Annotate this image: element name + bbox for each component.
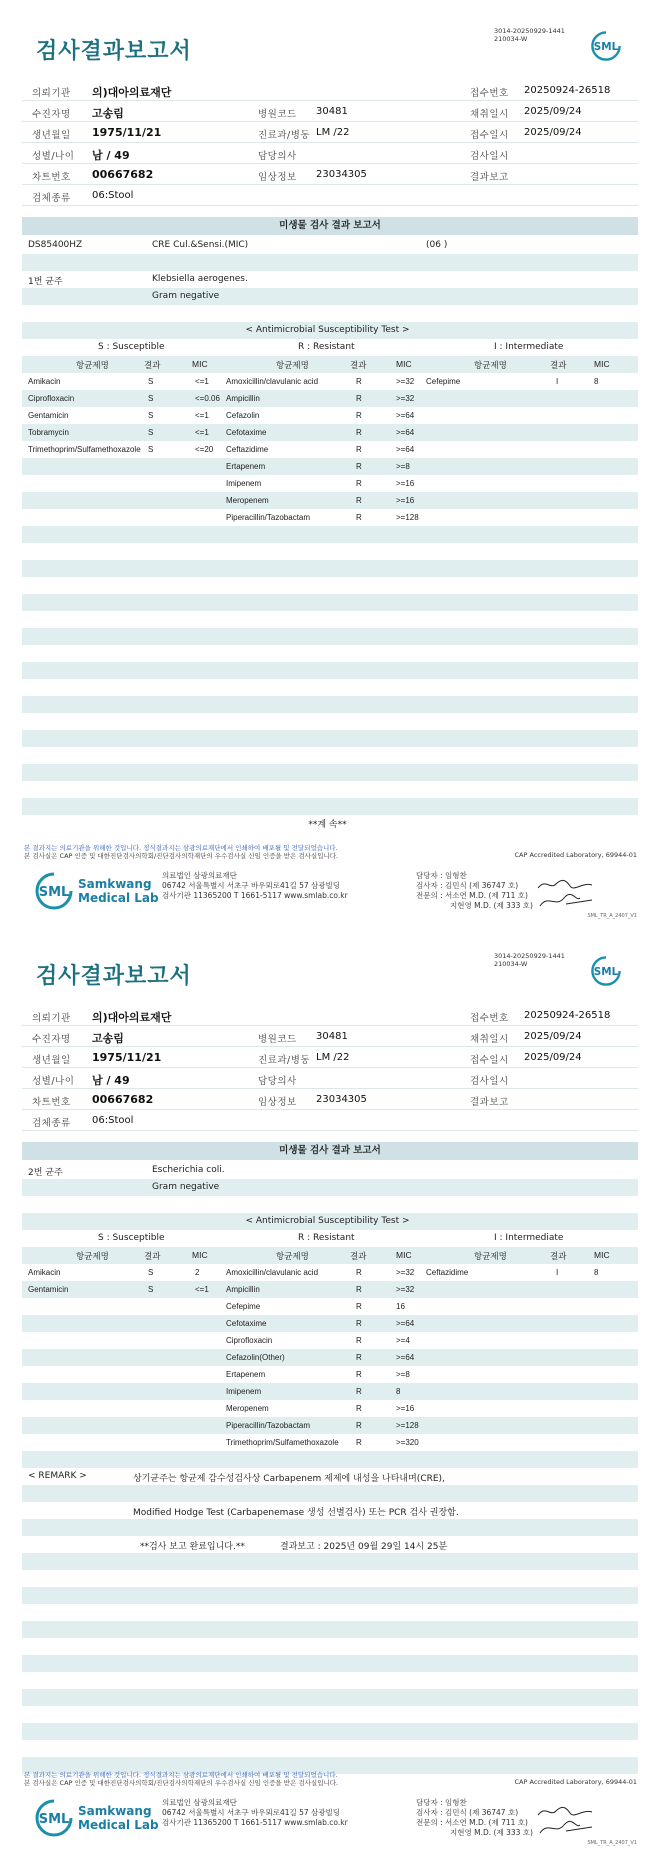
section-title: 미생물 검사 결과 보고서 (22, 217, 638, 235)
mic-value: >=64 (396, 445, 415, 454)
row-band (22, 458, 638, 475)
info-dob: 1975/11/21 (92, 126, 162, 139)
info-dob-label: 생년월일 (32, 130, 71, 141)
susceptibility-result: R (356, 377, 362, 386)
mic-value: >=128 (396, 513, 419, 522)
organism-name: Klebsiella aerogenes. (152, 274, 248, 284)
info-hospital-code: 30481 (316, 106, 348, 117)
row-band (22, 1417, 638, 1434)
row-band (22, 288, 638, 305)
mic-value: <=1 (195, 1285, 209, 1294)
row-band (22, 1621, 638, 1638)
info-doctor-label: 담당의사 (258, 1076, 297, 1087)
document-id-line: 3014-20250929-1441 (494, 27, 565, 35)
legend-item: R : Resistant (298, 342, 355, 352)
info-receipt-no: 20250924-26518 (524, 1010, 611, 1021)
row-band (22, 526, 638, 543)
info-sexage-label: 성별/나이 (32, 151, 75, 162)
info-collect-label: 채취일시 (470, 1034, 509, 1045)
info-receipt-no-label: 접수번호 (470, 1013, 509, 1024)
footer-note: 본 결과지는 의료기관을 위해한 것입니다. 정식결과지는 삼광의료재단에서 인쇄하여 배포될 및 전달되었습니다. (24, 1771, 338, 1779)
info-chart-no: 00667682 (92, 1093, 154, 1106)
document-id (494, 27, 565, 43)
row-band (22, 1587, 638, 1604)
legend-item: S : Susceptible (98, 342, 165, 352)
column-header: 결과 (350, 1251, 367, 1261)
test-name: CRE Cul.&Sensi.(MIC) (152, 240, 249, 250)
info-dob: 1975/11/21 (92, 1051, 162, 1064)
row-band (22, 1281, 638, 1298)
patient-info-row (22, 1026, 638, 1047)
susceptibility-result: R (356, 513, 362, 522)
row-band (22, 1655, 638, 1672)
legend-item: S : Susceptible (98, 1233, 165, 1243)
footer-note: 본 결과지는 의료기관을 위해한 것입니다. 정식결과지는 삼광의료재단에서 인쇄하여 배포될 및 전달되었습니다. (24, 844, 338, 852)
susceptibility-result: R (356, 1268, 362, 1277)
info-patient-label: 수진자명 (32, 1034, 71, 1045)
row-band (22, 1553, 638, 1570)
page-title: 검사결과보고서 (36, 964, 192, 989)
info-collect-label: 채취일시 (470, 109, 509, 120)
patient-info-row (22, 1110, 638, 1131)
document-id (494, 952, 565, 968)
patient-info-row (22, 1068, 638, 1089)
mic-value: <=0.06 (195, 394, 220, 403)
info-collect-date: 2025/09/24 (524, 106, 582, 117)
patient-info-row (22, 1047, 638, 1068)
mic-value: 8 (594, 1268, 599, 1277)
patient-info-row (22, 1005, 638, 1026)
antibiotic-name: Amikacin (28, 1268, 61, 1277)
susceptibility-result: R (356, 1387, 362, 1396)
antibiotic-name: Ampicillin (226, 1285, 260, 1294)
info-sexage: 남 / 49 (92, 1074, 130, 1087)
antibiotic-name: Tobramycin (28, 428, 69, 437)
test-code: DS85400HZ (28, 240, 83, 250)
info-clinical: 23034305 (316, 169, 367, 180)
info-receipt-no: 20250924-26518 (524, 85, 611, 96)
sml-logo-top (590, 30, 622, 62)
susceptibility-result: R (356, 1421, 362, 1430)
brand-name-2: Medical Lab (78, 1818, 159, 1832)
antibiotic-name: Amikacin (28, 377, 61, 386)
staff-specialist-2: 지현영 M.D. (제 333 호) (450, 1828, 533, 1837)
column-header: MIC (396, 359, 412, 369)
info-hospital-code-label: 병원코드 (258, 1034, 297, 1045)
isolate-label: 2번 균주 (28, 1168, 63, 1178)
staff-manager: 담당자 : 임형찬 (416, 1798, 467, 1807)
info-specimen: 06:Stool (92, 190, 134, 201)
completion-note: **검사 보고 완료입니다.** (140, 1542, 245, 1552)
mic-value: >=16 (396, 479, 415, 488)
mic-value: >=64 (396, 1319, 415, 1328)
org-license: 검사기관 11365200 T 1661-5117 www.smlab.co.kr (162, 891, 348, 900)
info-test-date-label: 검사일시 (470, 1076, 509, 1087)
antibiotic-name: Ciprofloxacin (226, 1336, 273, 1345)
cap-accreditation: CAP Accredited Laboratory, 69944-01 (514, 851, 637, 859)
info-sexage-label: 성별/나이 (32, 1076, 75, 1087)
susceptibility-result: S (148, 445, 154, 454)
footer-certification: 본 검사실은 CAP 인증 및 대한진단검사의학회/진단검사의학재단의 우수검사실 신임 인증을 받은 검사실입니다. (24, 852, 339, 860)
svg-text:SML: SML (593, 41, 619, 53)
row-band (22, 1451, 638, 1468)
legend-item: R : Resistant (298, 1233, 355, 1243)
antibiotic-name: Cefazolin(Other) (226, 1353, 285, 1362)
antibiotic-name: Cefepime (426, 377, 461, 386)
antibiotic-name: Meropenem (226, 1404, 269, 1413)
row-band (22, 1315, 638, 1332)
mic-value: 8 (396, 1387, 401, 1396)
antibiotic-name: Cefotaxime (226, 1319, 267, 1328)
column-header: MIC (192, 359, 208, 369)
susceptibility-result: R (356, 1319, 362, 1328)
row-band (22, 628, 638, 645)
row-band (22, 1179, 638, 1196)
staff-manager: 담당자 : 임형찬 (416, 871, 467, 880)
mic-value: <=1 (195, 411, 209, 420)
row-band (22, 1383, 638, 1400)
svg-text:SML: SML (593, 966, 619, 978)
info-dept: LM /22 (316, 127, 350, 138)
antibiotic-name: Ertapenem (226, 462, 266, 471)
sml-logo-icon (590, 955, 622, 987)
column-header: MIC (594, 1250, 610, 1260)
mic-value: >=32 (396, 1268, 415, 1277)
susceptibility-result: I (556, 1268, 559, 1277)
antibiotic-name: Gentamicin (28, 411, 69, 420)
row-band (22, 696, 638, 713)
info-dept: LM /22 (316, 1052, 350, 1063)
info-receive-label: 접수일시 (470, 1055, 509, 1066)
antibiotic-name: Piperacillin/Tazobactam (226, 1421, 311, 1430)
antibiotic-name: Ceftazidime (226, 445, 269, 454)
org-license: 검사기관 11365200 T 1661-5117 www.smlab.co.kr (162, 1818, 348, 1827)
mic-value: >=8 (396, 1370, 410, 1379)
susceptibility-result: R (356, 1353, 362, 1362)
row-band (22, 254, 638, 271)
signature-image (536, 876, 596, 912)
susceptibility-result: S (148, 1285, 154, 1294)
row-band (22, 390, 638, 407)
org-name: 의료법인 삼광의료재단 (162, 871, 237, 880)
brand-name-1: Samkwang (78, 877, 152, 891)
info-institution: 의)대아의료재단 (92, 86, 172, 99)
row-band (22, 356, 638, 373)
susceptibility-result: R (356, 1370, 362, 1379)
susceptibility-result: R (356, 445, 362, 454)
susceptibility-result: R (356, 1285, 362, 1294)
info-institution-label: 의뢰기관 (32, 88, 71, 99)
ast-title: < Antimicrobial Susceptibility Test > (245, 325, 410, 335)
row-band (22, 1485, 638, 1502)
mic-value: >=16 (396, 1404, 415, 1413)
form-id: SML_TR_A_2407_V1 (587, 913, 637, 919)
antibiotic-name: Meropenem (226, 496, 269, 505)
mic-value: >=4 (396, 1336, 410, 1345)
gram-stain: Gram negative (152, 291, 220, 301)
signature-image (536, 1803, 596, 1839)
column-header: MIC (192, 1250, 208, 1260)
row-band (22, 594, 638, 611)
staff-tester: 검사자 : 김민식 (제 36747 호) (416, 1808, 519, 1817)
column-header: 항균제명 (474, 360, 507, 370)
susceptibility-result: R (356, 496, 362, 505)
staff-specialist-2: 지현영 M.D. (제 333 호) (450, 901, 533, 910)
info-patient-label: 수진자명 (32, 109, 71, 120)
antibiotic-name: Imipenem (226, 479, 262, 488)
result-time: 결과보고 : 2025년 09월 29일 14시 25분 (280, 1542, 448, 1552)
row-band (22, 730, 638, 747)
remark-text: Modified Hodge Test (Carbapenemase 생성 선별검사) 또는 PCR 검사 권장함. (133, 1508, 459, 1518)
column-header: 항균제명 (276, 360, 309, 370)
row-band (22, 764, 638, 781)
antibiotic-name: Ertapenem (226, 1370, 266, 1379)
staff-specialist-1: 전문의 : 서소연 M.D. (제 711 호) (416, 891, 528, 900)
antibiotic-name: Trimethoprim/Sulfamethoxazole (226, 1438, 339, 1447)
patient-info-row (22, 164, 638, 185)
patient-info-row (22, 143, 638, 164)
remark-label: < REMARK > (28, 1471, 87, 1481)
sml-logo-icon (34, 1798, 74, 1838)
column-header: 항균제명 (76, 1251, 109, 1261)
info-hospital-code-label: 병원코드 (258, 109, 297, 120)
info-test-date-label: 검사일시 (470, 151, 509, 162)
susceptibility-result: R (356, 411, 362, 420)
column-header: 항균제명 (474, 1251, 507, 1261)
page-title: 검사결과보고서 (36, 39, 192, 64)
staff-specialist-1: 전문의 : 서소연 M.D. (제 711 호) (416, 1818, 528, 1827)
svg-text:SML: SML (38, 1812, 70, 1827)
info-doctor-label: 담당의사 (258, 151, 297, 162)
susceptibility-result: R (356, 428, 362, 437)
sml-logo-icon (590, 30, 622, 62)
mic-value: >=64 (396, 1353, 415, 1362)
mic-value: 2 (195, 1268, 200, 1277)
info-report-label: 결과보고 (470, 172, 509, 183)
info-patient: 고송림 (92, 107, 124, 120)
mic-value: >=128 (396, 1421, 419, 1430)
mic-value: <=20 (195, 445, 214, 454)
row-band (22, 1519, 638, 1536)
mic-value: >=32 (396, 377, 415, 386)
susceptibility-result: R (356, 1302, 362, 1311)
remark-text: 상기균주는 항균제 감수성검사상 Carbapenem 제제에 내성을 나타내며(CRE), (133, 1474, 445, 1484)
brand-name-1: Samkwang (78, 1804, 152, 1818)
column-header: 결과 (350, 360, 367, 370)
info-receive-label: 접수일시 (470, 130, 509, 141)
info-clinical-label: 임상정보 (258, 1097, 297, 1108)
info-dob-label: 생년월일 (32, 1055, 71, 1066)
info-chart-label: 차트번호 (32, 172, 71, 183)
info-institution-label: 의뢰기관 (32, 1013, 71, 1024)
row-band (22, 424, 638, 441)
info-specimen-label: 검체종류 (32, 193, 71, 204)
section-title: 미생물 검사 결과 보고서 (22, 1142, 638, 1160)
gram-stain: Gram negative (152, 1182, 220, 1192)
column-header: MIC (396, 1250, 412, 1260)
ast-title: < Antimicrobial Susceptibility Test > (245, 1216, 410, 1226)
mic-value: >=32 (396, 1285, 415, 1294)
isolate-label: 1번 균주 (28, 277, 63, 287)
sml-logo-icon (34, 871, 74, 911)
mic-value: 16 (396, 1302, 405, 1311)
info-clinical: 23034305 (316, 1094, 367, 1105)
column-header: 항균제명 (276, 1251, 309, 1261)
susceptibility-result: R (356, 1404, 362, 1413)
column-header: 결과 (550, 360, 567, 370)
document-id-line: 210034-W (494, 960, 528, 968)
info-collect-date: 2025/09/24 (524, 1031, 582, 1042)
info-specimen-label: 검체종류 (32, 1118, 71, 1129)
antibiotic-name: Piperacillin/Tazobactam (226, 513, 311, 522)
info-institution: 의)대아의료재단 (92, 1011, 172, 1024)
column-header: MIC (594, 359, 610, 369)
susceptibility-result: I (556, 377, 559, 386)
patient-info-row (22, 122, 638, 143)
svg-text:SML: SML (38, 885, 70, 900)
row-band (22, 1689, 638, 1706)
row-band (22, 662, 638, 679)
info-report-label: 결과보고 (470, 1097, 509, 1108)
row-band (22, 560, 638, 577)
info-receipt-no-label: 접수번호 (470, 88, 509, 99)
info-sexage: 남 / 49 (92, 149, 130, 162)
susceptibility-result: R (356, 479, 362, 488)
info-clinical-label: 임상정보 (258, 172, 297, 183)
susceptibility-result: R (356, 394, 362, 403)
staff-tester: 검사자 : 김민식 (제 36747 호) (416, 881, 519, 890)
row-band (22, 492, 638, 509)
mic-value: >=320 (396, 1438, 419, 1447)
continue-marker: **계 속** (308, 820, 347, 830)
mic-value: >=8 (396, 462, 410, 471)
susceptibility-result: S (148, 1268, 154, 1277)
antibiotic-name: Cefotaxime (226, 428, 267, 437)
antibiotic-name: Gentamicin (28, 1285, 69, 1294)
column-header: 항균제명 (76, 360, 109, 370)
org-name: 의료법인 삼광의료재단 (162, 1798, 237, 1807)
column-header: 결과 (144, 1251, 161, 1261)
patient-info-row (22, 80, 638, 101)
mic-value: >=64 (396, 428, 415, 437)
column-header: 결과 (550, 1251, 567, 1261)
info-dept-label: 진료과/병동 (258, 130, 311, 141)
mic-value: >=64 (396, 411, 415, 420)
legend-item: I : Intermediate (494, 342, 564, 352)
susceptibility-result: R (356, 462, 362, 471)
sml-logo-footer (34, 1798, 74, 1838)
info-receive-date: 2025/09/24 (524, 127, 582, 138)
info-patient: 고송림 (92, 1032, 124, 1045)
susceptibility-result: R (356, 1336, 362, 1345)
sml-logo-footer (34, 871, 74, 911)
antibiotic-name: Ampicillin (226, 394, 260, 403)
document-id-line: 3014-20250929-1441 (494, 952, 565, 960)
row-band (22, 798, 638, 815)
info-chart-label: 차트번호 (32, 1097, 71, 1108)
mic-value: >=32 (396, 394, 415, 403)
row-band (22, 1247, 638, 1264)
info-hospital-code: 30481 (316, 1031, 348, 1042)
org-address: 06742 서울특별시 서초구 바우뫼로41길 57 삼광빌딩 (162, 1808, 341, 1817)
info-chart-no: 00667682 (92, 168, 154, 181)
antibiotic-name: Cefazolin (226, 411, 260, 420)
mic-value: <=1 (195, 428, 209, 437)
patient-info-row (22, 101, 638, 122)
document-id-line: 210034-W (494, 35, 528, 43)
legend-item: I : Intermediate (494, 1233, 564, 1243)
susceptibility-result: R (356, 1438, 362, 1447)
susceptibility-result: S (148, 394, 154, 403)
mic-value: >=16 (396, 496, 415, 505)
antibiotic-name: Amoxicillin/clavulanic acid (226, 1268, 319, 1277)
susceptibility-result: S (148, 377, 154, 386)
antibiotic-name: Trimethoprim/Sulfamethoxazole (28, 445, 141, 454)
org-address: 06742 서울특별시 서초구 바우뫼로41길 57 삼광빌딩 (162, 881, 341, 890)
patient-info-row (22, 1089, 638, 1110)
susceptibility-result: S (148, 428, 154, 437)
info-specimen: 06:Stool (92, 1115, 134, 1126)
column-header: 결과 (144, 360, 161, 370)
sml-logo-top (590, 955, 622, 987)
antibiotic-name: Ceftazidime (426, 1268, 469, 1277)
footer-certification: 본 검사실은 CAP 인증 및 대한진단검사의학회/진단검사의학재단의 우수검사실 신임 인증을 받은 검사실입니다. (24, 1779, 339, 1787)
report-page (0, 925, 655, 1850)
row-band (22, 1723, 638, 1740)
info-dept-label: 진료과/병동 (258, 1055, 311, 1066)
antibiotic-name: Ciprofloxacin (28, 394, 75, 403)
mic-value: <=1 (195, 377, 209, 386)
mic-value: 8 (594, 377, 599, 386)
form-id: SML_TR_A_2407_V1 (587, 1840, 637, 1846)
test-extra: (06 ) (426, 240, 448, 250)
brand-name-2: Medical Lab (78, 891, 159, 905)
antibiotic-name: Amoxicillin/clavulanic acid (226, 377, 319, 386)
antibiotic-name: Imipenem (226, 1387, 262, 1396)
susceptibility-result: S (148, 411, 154, 420)
info-receive-date: 2025/09/24 (524, 1052, 582, 1063)
row-band (22, 1349, 638, 1366)
cap-accreditation: CAP Accredited Laboratory, 69944-01 (514, 1778, 637, 1786)
antibiotic-name: Cefepime (226, 1302, 261, 1311)
patient-info-row (22, 185, 638, 206)
organism-name: Escherichia coli. (152, 1165, 225, 1175)
